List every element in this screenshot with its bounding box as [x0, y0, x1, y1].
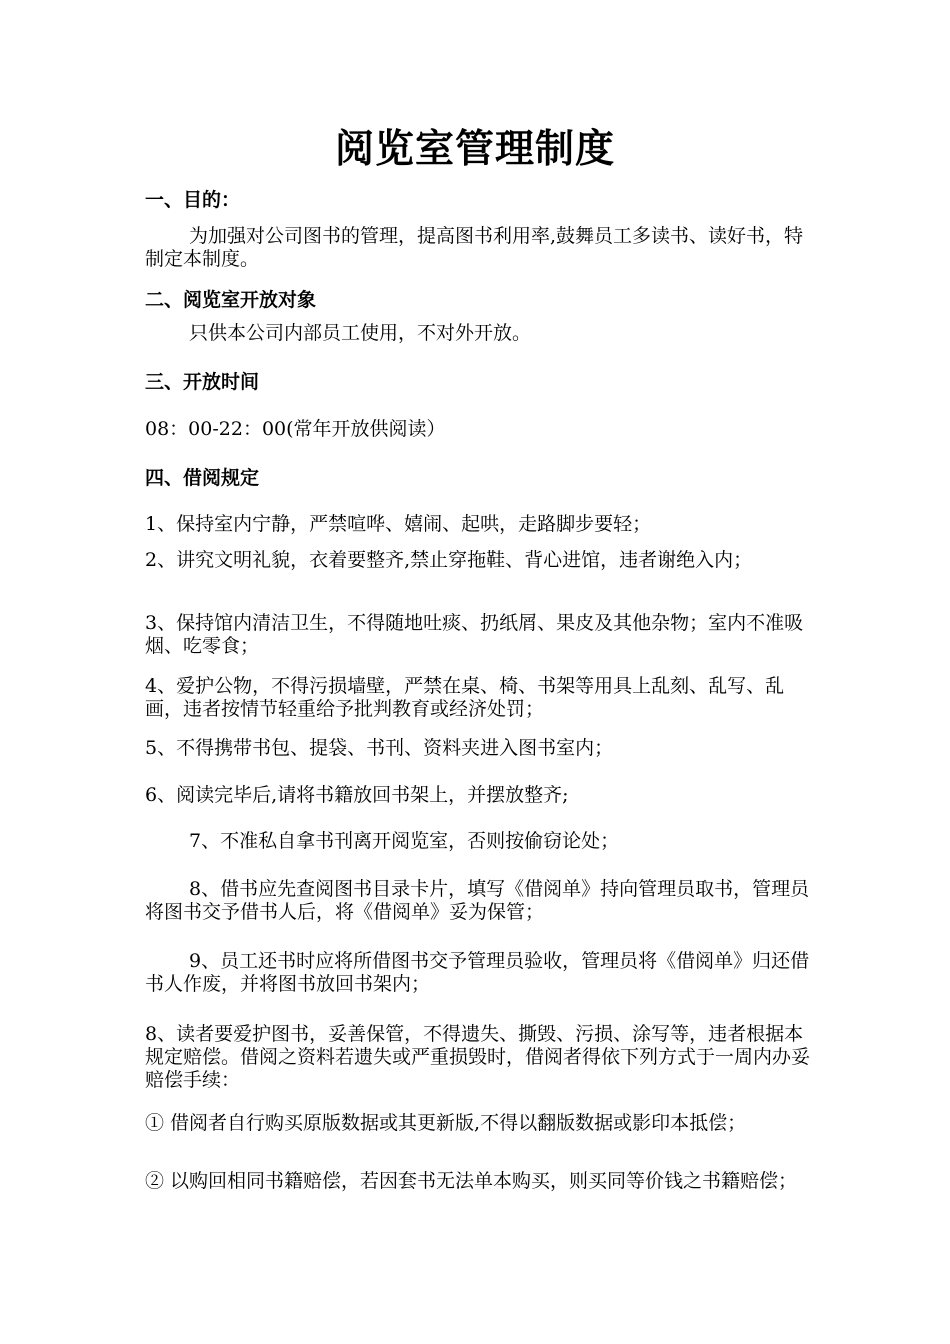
section-text-hours: 08：00-22：00(常年开放供阅读） [145, 418, 446, 440]
compensation-item: ① 借阅者自行购买原版数据或其更新版,不得以翻版数据或影印本抵偿； [145, 1112, 747, 1134]
rule-item: 4、爱护公物，不得污损墙壁，严禁在桌、椅、书架等用具上乱刻、乱写、乱画，违者按情节轻重给予批判教育或经济处罚； [145, 675, 785, 720]
rule-item: 2、讲究文明礼貌，衣着要整齐,禁止穿拖鞋、背心进馆，违者谢绝入内； [145, 549, 753, 571]
rule-item: 7、不准私自拿书刊离开阅览室，否则按偷窃论处； [189, 830, 620, 852]
rule-item: 8、读者要爱护图书，妥善保管，不得遗失、撕毁、污损、涂写等，违者根据本规定赔偿。借阅之资料若遗失或严重损毁时，借阅者得依下列方式于一周内办妥赔偿手续： [145, 1023, 811, 1091]
section-heading-hours: 三、开放时间 [145, 371, 260, 393]
rule-item: 6、阅读完毕后,请将书籍放回书架上，并摆放整齐; [145, 784, 569, 806]
compensation-item: ② 以购回相同书籍赔偿，若因套书无法单本购买，则买同等价钱之书籍赔偿； [145, 1170, 798, 1192]
rule-item: 3、保持馆内清洁卫生，不得随地吐痰、扔纸屑、果皮及其他杂物；室内不准吸烟、吃零食； [145, 612, 804, 657]
section-text-purpose: 为加强对公司图书的管理，提高图书利用率,鼓舞员工多读书、读好书，特制定本制度。 [145, 225, 804, 270]
page-title: 阅览室管理制度 [334, 127, 615, 172]
rule-item: 9、员工还书时应将所借图书交予管理员验收，管理员将《借阅单》归还借书人作废，并将图书放回书架内； [145, 950, 810, 995]
section-heading-purpose: 一、目的： [145, 189, 241, 211]
section-text-audience: 只供本公司内部员工使用，不对外开放。 [189, 322, 532, 344]
rule-item: 1、保持室内宁静，严禁喧哗、嬉闹、起哄，走路脚步要轻； [145, 513, 652, 535]
rule-item: 5、不得携带书包、提袋、书刊、资料夹进入图书室内； [145, 737, 614, 759]
rule-item: 8、借书应先查阅图书目录卡片，填写《借阅单》持向管理员取书，管理员将图书交予借书人后，将《借阅单》妥为保管； [145, 878, 810, 923]
section-heading-rules: 四、借阅规定 [145, 467, 260, 489]
section-heading-audience: 二、阅览室开放对象 [145, 289, 317, 311]
